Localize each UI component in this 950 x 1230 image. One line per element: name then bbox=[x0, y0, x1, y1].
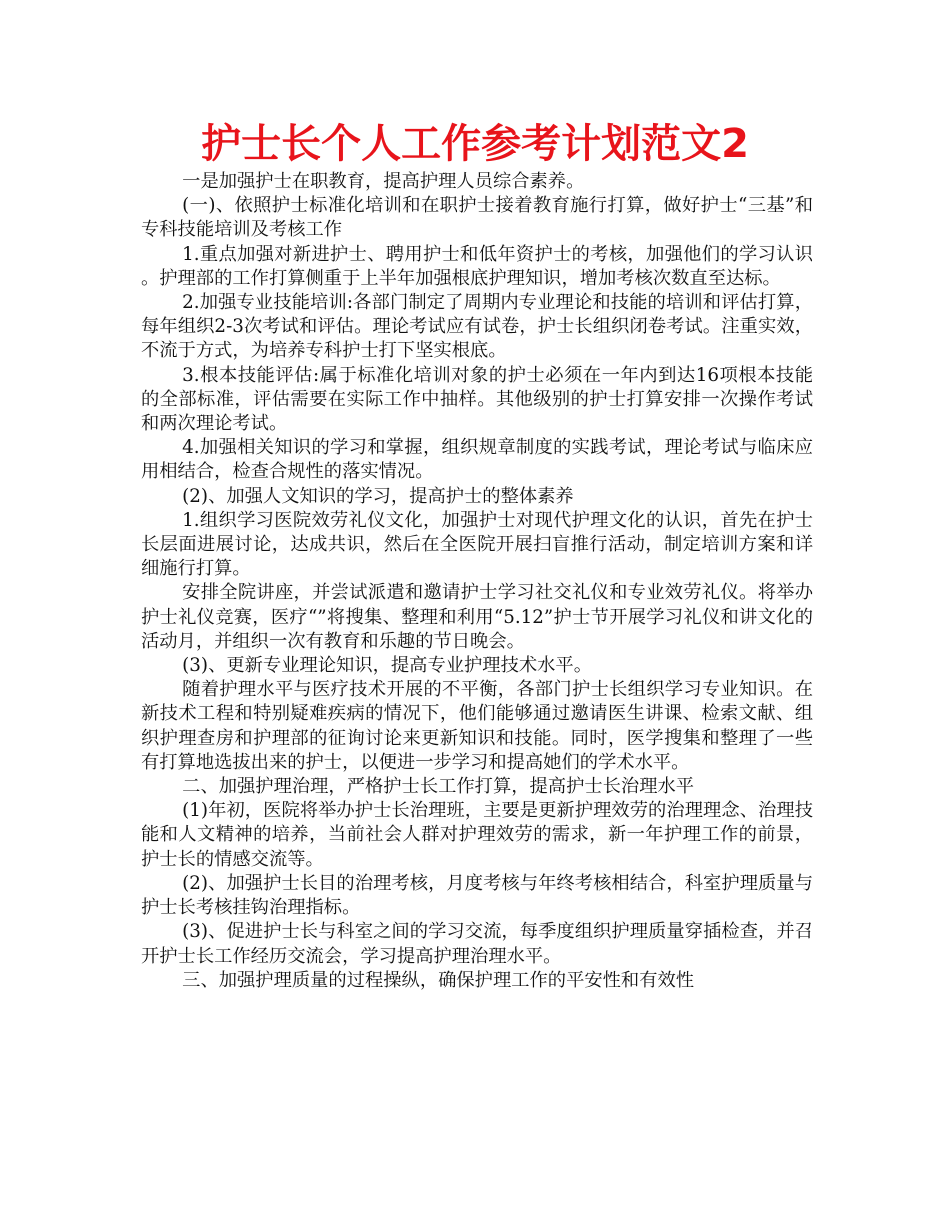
paragraph: (2)、加强人文知识的学习，提高护士的整体素养 bbox=[182, 485, 574, 507]
paragraph: 2.加强专业技能培训:各部门制定了周期内专业理论和技能的培训和评估打算，每年组织2-3次考试和评估。理论考试应有试卷，护士长组织闭卷考试。注重实效，不流于方式，为培养专科护士打下坚实根底。 bbox=[141, 292, 813, 362]
paragraph: 1.重点加强对新进护士、聘用护士和低年资护士的考核，加强他们的学习认识。护理部的工作打算侧重于上半年加强根底护理知识，增加考核次数直至达标。 bbox=[141, 243, 813, 289]
paragraph: (一)、依照护士标准化培训和在职护士接着教育施行打算，做好护士“三基”和专科技能培训及考核工作 bbox=[141, 195, 813, 241]
paragraph: 三、加强护理质量的过程操纵，确保护理工作的平安性和有效性 bbox=[182, 969, 695, 991]
paragraph: 一是加强护士在职教育，提高护理人员综合素养。 bbox=[182, 171, 585, 192]
paragraph: 安排全院讲座，并尝试派遣和邀请护士学习社交礼仪和专业效劳礼仪。将举办护士礼仪竞赛，医疗“”将搜集、整理和利用“5.12”护士节开展学习礼仪和讲文化的活动月，并组织一次有教育和乐趣的节日晚会。 bbox=[141, 582, 813, 652]
paragraph: 3.根本技能评估:属于标准化培训对象的护士必须在一年内到达16项根本技能的全部标准，评估需要在实际工作中抽样。其他级别的护士打算安排一次操作考试和两次理论考试。 bbox=[141, 364, 813, 435]
paragraph: 二、加强护理治理，严格护士长工作打算，提高护士长治理水平 bbox=[182, 776, 695, 798]
paragraph: 随着护理水平与医疗技术开展的不平衡，各部门护士长组织学习专业知识。在新技术工程和特别疑难疾病的情况下，他们能够通过邀请医生讲课、检索文献、组织护理查房和护理部的征询讨论来更新知识和技能。同时，医学搜集和整理了一些有打算地选拔出来的护士，以便进一步学习和提高她们的学术水平。 bbox=[141, 679, 813, 773]
paragraph: (2)、加强护士长目的治理考核，月度考核与年终考核相结合，科室护理质量与护士长考核挂钩治理指标。 bbox=[141, 872, 813, 919]
paragraph: (3)、更新专业理论知识，提高专业护理技术水平。 bbox=[182, 655, 592, 677]
paragraph: 1.组织学习医院效劳礼仪文化，加强护士对现代护理文化的认识，首先在护士长层面进展讨论，达成共识，然后在全医院开展扫盲推行活动，制定培训方案和详细施行打算。 bbox=[141, 509, 813, 580]
document-title: 护士长个人工作参考计划范文2 bbox=[201, 121, 749, 167]
paragraph: (3)、促进护士长与科室之间的学习交流，每季度组织护理质量穿插检查，并召开护士长工作经历交流会，学习提高护理治理水平。 bbox=[141, 921, 813, 967]
paragraph: 4.加强相关知识的学习和掌握，组织规章制度的实践考试，理论考试与临床应用相结合，检查合规性的落实情况。 bbox=[141, 437, 813, 483]
document-body bbox=[141, 170, 813, 993]
paragraph: (1)年初，医院将举办护士长治理班，主要是更新护理效劳的治理理念、治理技能和人文精神的培养，当前社会人群对护理效劳的需求，新一年护理工作的前景，护士长的情感交流等。 bbox=[141, 800, 813, 870]
